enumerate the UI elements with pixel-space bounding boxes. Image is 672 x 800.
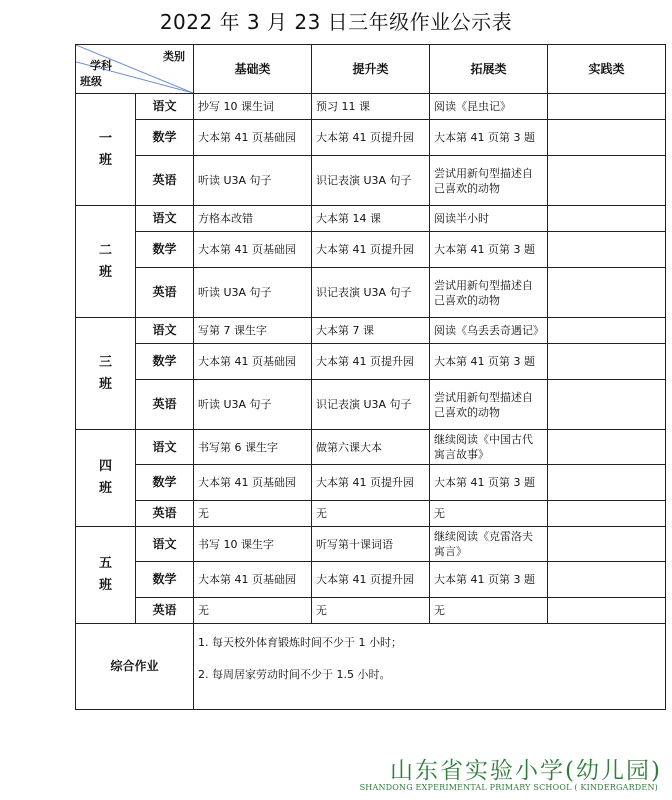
table-row (76, 430, 666, 465)
homework-cell: 大本第 14 课 (311, 206, 429, 232)
homework-cell (547, 380, 665, 430)
homework-cell: 听读 U3A 句子 (193, 156, 311, 206)
homework-cell: 抄写 10 课生词 (193, 94, 311, 120)
class-name: 二 班 (99, 242, 113, 280)
homework-cell: 大本第 41 页提升园 (311, 344, 429, 380)
table-row (76, 380, 666, 430)
table-row (76, 344, 666, 380)
subject-cell: 数学 (136, 344, 194, 380)
summary-content (193, 624, 665, 710)
homework-cell (547, 562, 665, 598)
class-name: 四 班 (99, 459, 113, 496)
homework-cell: 无 (429, 501, 547, 527)
subject-cell: 语文 (136, 527, 194, 562)
homework-cell (547, 465, 665, 501)
corner-header-cell (76, 45, 194, 94)
homework-cell: 继续阅读《克雷洛夫寓言》 (429, 527, 547, 562)
subject-cell: 英语 (136, 268, 194, 318)
subject-cell: 数学 (136, 465, 194, 501)
class-name-cell (76, 318, 136, 430)
table-row (76, 501, 666, 527)
homework-cell: 书写第 6 课生字 (193, 430, 311, 465)
table-row (76, 120, 666, 156)
homework-cell: 大本第 41 页第 3 题 (429, 344, 547, 380)
homework-cell: 大本第 41 页提升园 (311, 562, 429, 598)
homework-cell (547, 501, 665, 527)
homework-cell (547, 318, 665, 344)
table-row (76, 206, 666, 232)
subject-cell: 语文 (136, 430, 194, 465)
class-name-cell (76, 206, 136, 318)
header-row (76, 45, 666, 94)
homework-cell: 无 (311, 598, 429, 624)
homework-table (75, 44, 666, 710)
homework-cell: 阅读半小时 (429, 206, 547, 232)
table-row (76, 598, 666, 624)
homework-cell: 识记表演 U3A 句子 (311, 156, 429, 206)
class-name-cell (76, 94, 136, 206)
class-name: 一 班 (99, 130, 113, 168)
summary-item: 2. 每周居家劳动时间不少于 1.5 小时。 (197, 667, 391, 681)
corner-category-label: 类别 (162, 50, 185, 63)
column-header-practice: 实践类 (547, 45, 665, 94)
table-row (76, 527, 666, 562)
homework-cell: 尝试用新句型描述自己喜欢的动物 (429, 156, 547, 206)
homework-cell: 阅读《昆虫记》 (429, 94, 547, 120)
homework-cell: 方格本改错 (193, 206, 311, 232)
homework-cell (547, 156, 665, 206)
homework-cell: 预习 11 课 (311, 94, 429, 120)
homework-cell: 无 (193, 598, 311, 624)
homework-cell: 大本第 41 页提升园 (311, 232, 429, 268)
homework-cell: 识记表演 U3A 句子 (311, 268, 429, 318)
homework-cell: 阅读《乌丢丢奇遇记》 (429, 318, 547, 344)
summary-item: 1. 每天校外体育锻炼时间不少于 1 小时； (197, 635, 402, 649)
homework-cell: 大本第 41 页提升园 (311, 120, 429, 156)
homework-cell (547, 94, 665, 120)
homework-cell: 听读 U3A 句子 (193, 268, 311, 318)
homework-cell (547, 268, 665, 318)
homework-cell: 听读 U3A 句子 (193, 380, 311, 430)
homework-cell (547, 120, 665, 156)
homework-cell (547, 598, 665, 624)
homework-cell: 尝试用新句型描述自己喜欢的动物 (429, 380, 547, 430)
homework-cell: 大本第 41 页基础园 (193, 562, 311, 598)
subject-cell: 语文 (136, 94, 194, 120)
homework-cell: 大本第 41 页第 3 题 (429, 232, 547, 268)
homework-cell: 大本第 41 页提升园 (311, 465, 429, 501)
homework-cell (547, 430, 665, 465)
homework-cell (547, 206, 665, 232)
class-name: 三 班 (99, 354, 113, 392)
column-header-improve: 提升类 (311, 45, 429, 94)
school-english-name: SHANDONG EXPERIMENTAL PRIMARY SCHOOL ( KINDERGARDEN) (359, 783, 658, 792)
school-logo-text: 山东省实验小学(幼儿园) (390, 758, 662, 784)
column-header-basic: 基础类 (193, 45, 311, 94)
subject-cell: 英语 (136, 598, 194, 624)
homework-cell: 大本第 41 页基础园 (193, 120, 311, 156)
homework-cell: 大本第 41 页第 3 题 (429, 120, 547, 156)
table-row (76, 268, 666, 318)
subject-cell: 语文 (136, 206, 194, 232)
subject-cell: 数学 (136, 120, 194, 156)
homework-cell: 大本第 41 页基础园 (193, 344, 311, 380)
homework-cell: 尝试用新句型描述自己喜欢的动物 (429, 268, 547, 318)
homework-cell: 无 (193, 501, 311, 527)
subject-cell: 英语 (136, 501, 194, 527)
table-row (76, 562, 666, 598)
homework-cell: 书写 10 课生字 (193, 527, 311, 562)
homework-cell: 大本第 41 页基础园 (193, 465, 311, 501)
subject-cell: 数学 (136, 232, 194, 268)
table-row (76, 465, 666, 501)
homework-cell: 继续阅读《中国古代寓言故事》 (429, 430, 547, 465)
homework-cell (547, 232, 665, 268)
class-name-cell (76, 430, 136, 527)
subject-cell: 语文 (136, 318, 194, 344)
homework-cell (547, 344, 665, 380)
homework-cell: 大本第 41 页第 3 题 (429, 465, 547, 501)
table-row (76, 156, 666, 206)
summary-label: 综合作业 (76, 624, 194, 710)
subject-cell: 英语 (136, 380, 194, 430)
table-row (76, 232, 666, 268)
class-name: 五 班 (99, 556, 113, 593)
column-header-extend: 拓展类 (429, 45, 547, 94)
table-row (76, 94, 666, 120)
subject-cell: 数学 (136, 562, 194, 598)
homework-cell: 识记表演 U3A 句子 (311, 380, 429, 430)
class-name-cell (76, 527, 136, 624)
homework-cell: 无 (311, 501, 429, 527)
homework-cell: 做第六课大本 (311, 430, 429, 465)
subject-cell: 英语 (136, 156, 194, 206)
homework-cell: 大本第 41 页基础园 (193, 232, 311, 268)
table-row (76, 318, 666, 344)
homework-cell: 听写第十课词语 (311, 527, 429, 562)
corner-subject-label: 学科 (90, 59, 112, 72)
homework-cell: 写第 7 课生字 (193, 318, 311, 344)
homework-cell: 无 (429, 598, 547, 624)
corner-class-label: 班级 (80, 75, 102, 88)
homework-cell: 大本第 7 课 (311, 318, 429, 344)
homework-cell (547, 527, 665, 562)
homework-cell: 大本第 41 页第 3 题 (429, 562, 547, 598)
page-title: 2022 年 3 月 23 日三年级作业公示表 (159, 10, 513, 34)
summary-row (76, 624, 666, 710)
